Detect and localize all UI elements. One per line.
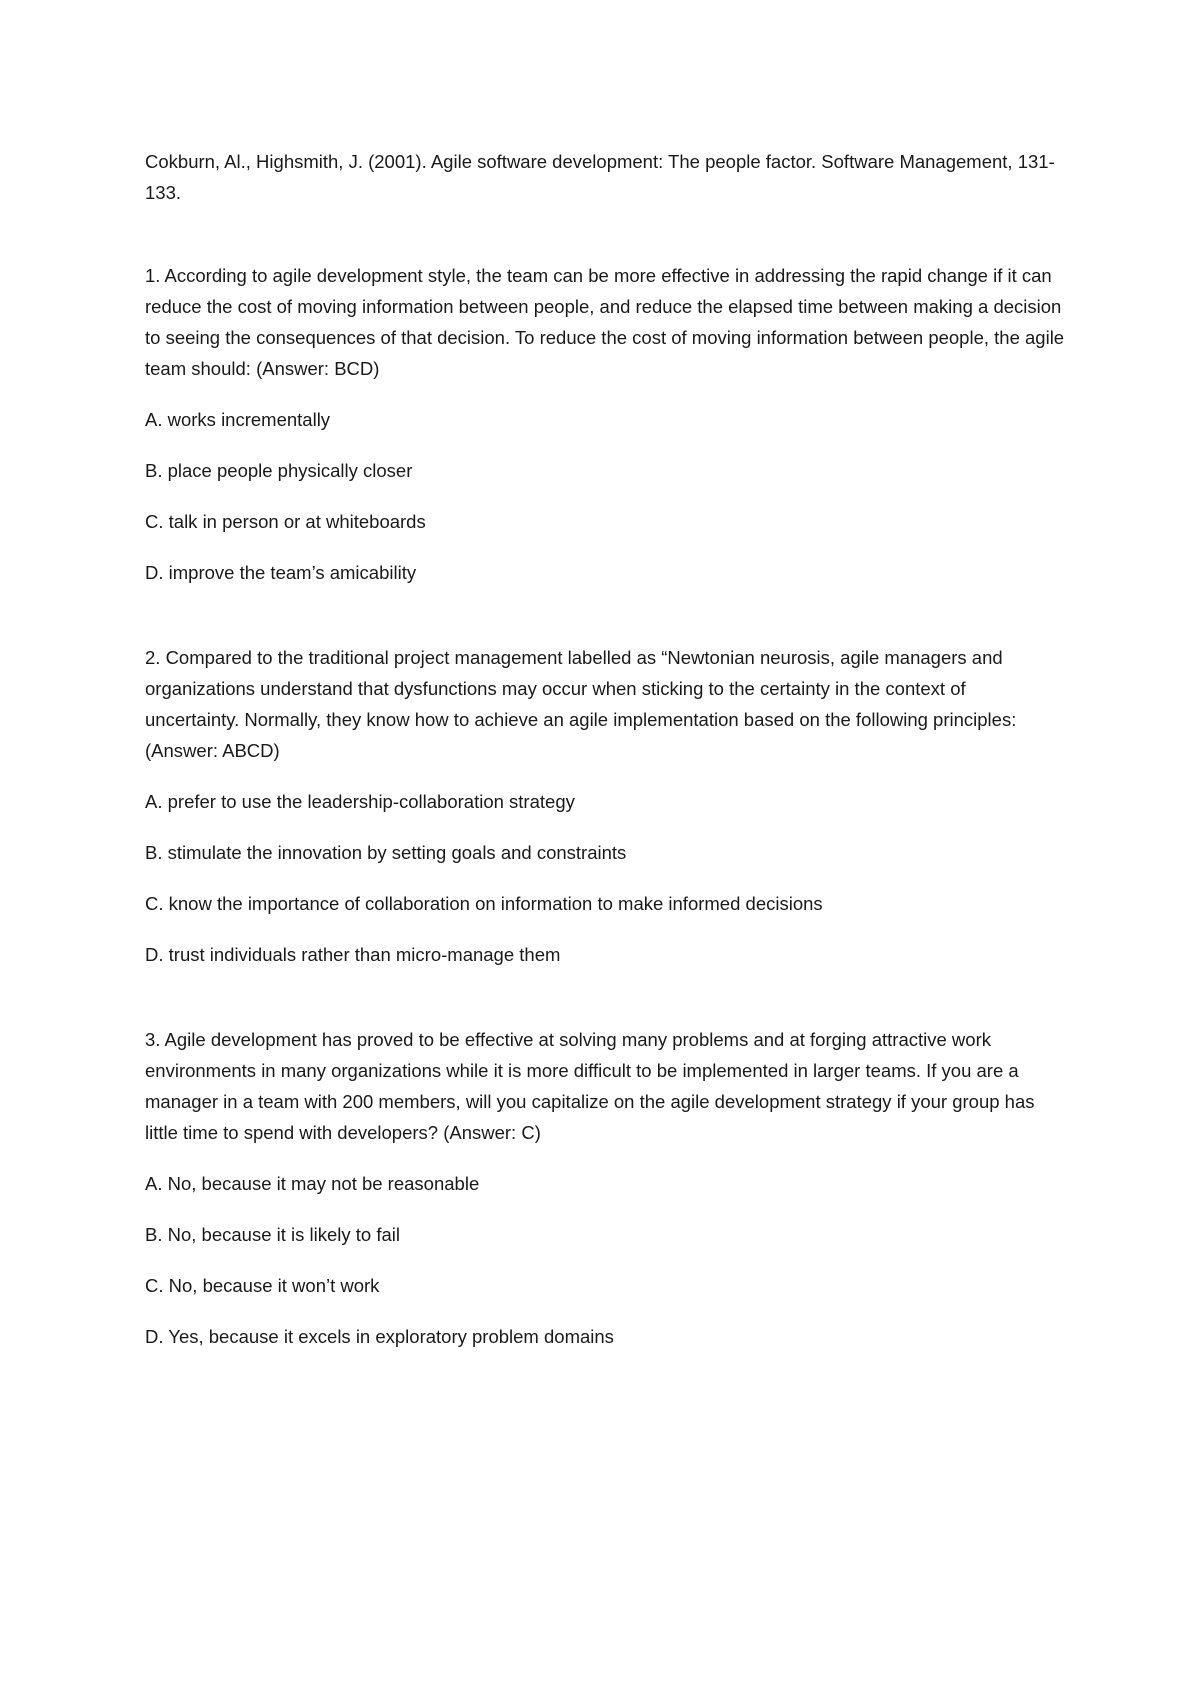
document-body (145, 146, 1065, 1352)
question-1 (145, 260, 1065, 588)
answer-option-c: C. know the importance of collaboration on information to make informed decisions (145, 893, 823, 914)
answer-option-b: B. No, because it is likely to fail (145, 1224, 400, 1245)
answer-option-a: A. No, because it may not be reasonable (145, 1173, 480, 1194)
question-stem: 2. Compared to the traditional project management labelled as “Newtonian neurosis, agile managers and organizations understand that dysfunctions may occur when sticking to the certainty in the context of uncertainty. Normally, they know how to achieve an agile implementation based on the following principles: (Answer: ABCD) (145, 647, 1017, 761)
answer-option-d: D. trust individuals rather than micro-manage them (145, 944, 561, 965)
question-stem: 1. According to agile development style, the team can be more effective in addressing the rapid change if it can reduce the cost of moving information between people, and reduce the elapsed time between making a decision to seeing the consequences of that decision. To reduce the cost of moving information between people, the agile team should: (Answer: BCD) (145, 265, 1065, 379)
question-3 (145, 1024, 1065, 1352)
answer-option-a: A. prefer to use the leadership-collaboration strategy (145, 791, 575, 812)
answer-option-d: D. Yes, because it excels in exploratory problem domains (145, 1326, 614, 1347)
answer-option-b: B. place people physically closer (145, 460, 413, 481)
answer-option-c: C. No, because it won’t work (145, 1275, 380, 1296)
answer-option-a: A. works incrementally (145, 409, 331, 430)
answer-option-c: C. talk in person or at whiteboards (145, 511, 426, 532)
question-2 (145, 642, 1065, 970)
question-stem: 3. Agile development has proved to be effective at solving many problems and at forging attractive work environments in many organizations while it is more difficult to be implemented in larger teams. If you are a manager in a team with 200 members, will you capitalize on the agile development strategy if your group has little time to spend with developers? (Answer: C) (145, 1029, 1035, 1143)
citation: Cokburn, Al., Highsmith, J. (2001). Agile software development: The people factor. Software Management, 131-133. (145, 151, 1055, 203)
answer-option-b: B. stimulate the innovation by setting goals and constraints (145, 842, 627, 863)
answer-option-d: D. improve the team’s amicability (145, 562, 417, 583)
